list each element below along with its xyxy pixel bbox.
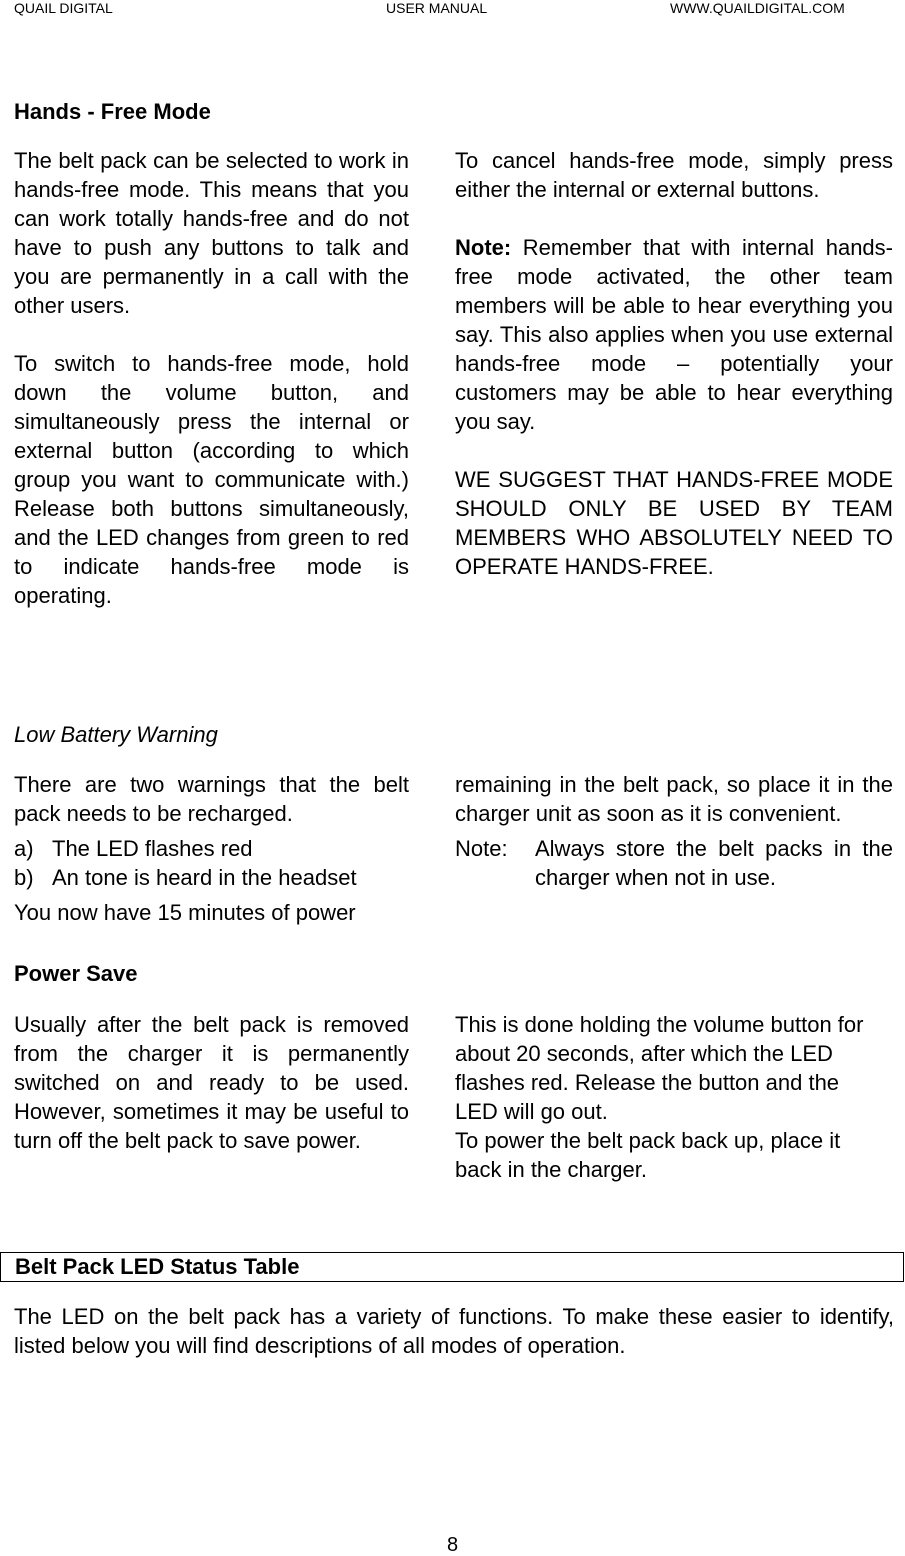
note-text: Remember that with internal hands-free mode activated, the other team members will be able to hear everything you say. This also applies when you use external hands-free mode – potentially your customers may be able to hear everything you say. [455,235,893,434]
list-text: An tone is heard in the headset [52,865,357,890]
power-save-restart: To power the belt pack back up, place it back in the charger. [455,1128,841,1182]
hands-free-right-column [455,146,893,581]
led-table-intro: The LED on the belt pack has a variety of functions. To make these easier to identify, listed below you will find descriptions of all modes of operation. [14,1304,894,1358]
low-battery-intro: There are two warnings that the belt pack needs to be recharged. [14,772,409,826]
low-battery-note [455,834,893,892]
hands-free-cancel-paragraph: To cancel hands-free mode, simply press either the internal or external buttons. [455,148,893,202]
low-battery-power-text: You now have 15 minutes of power [14,900,356,925]
header-doc-type: USER MANUAL [386,0,488,16]
power-save-title: Power Save [14,961,138,986]
low-battery-left-column [14,770,409,927]
header-company: QUAIL DIGITAL [14,0,113,16]
note-text: Always store the belt packs in the charger when not in use. [535,836,893,890]
list-marker: b) [14,865,34,890]
hands-free-paragraph-2: To switch to hands-free mode, hold down the volume button, and simultaneously press the internal or external button (according to which group you want to communicate with.) Release both buttons simultaneously, and the LED changes from green to red to indicate hands-free mode is operating. [14,351,409,608]
list-text: The LED flashes red [52,836,253,861]
page-number: 8 [446,1534,459,1556]
low-battery-title: Low Battery Warning [14,722,218,747]
page-header [0,0,905,22]
power-save-title-wrap [14,960,894,988]
led-table-title: Belt Pack LED Status Table [15,1254,300,1279]
list-item [14,834,409,863]
hands-free-section-title-wrap [14,98,894,126]
hands-free-warning-paragraph: WE SUGGEST THAT HANDS-FREE MODE SHOULD ONLY BE USED BY TEAM MEMBERS WHO ABSOLUTELY NEED TO OPERATE HANDS-FREE. [455,467,893,579]
hands-free-paragraph-1: The belt pack can be selected to work in hands-free mode. This means that you can work totally hands-free and do not have to push any buttons to talk and you are permanently in a call with the other users. [14,148,409,318]
low-battery-title-wrap [14,721,894,749]
hands-free-left-column [14,146,409,610]
list-item [14,863,409,892]
note-label: Note: [455,235,512,260]
power-save-instructions: This is done holding the volume button for about 20 seconds, after which the LED flashes red. Release the button and the LED will go out. [455,1012,864,1124]
power-save-right-column [455,1010,885,1184]
power-save-left-column [14,1010,409,1155]
led-table-title-box [0,1252,904,1282]
header-website: WWW.QUAILDIGITAL.COM [670,0,845,16]
hands-free-note-paragraph [455,233,893,436]
list-marker: a) [14,836,34,861]
low-battery-continued-text: remaining in the belt pack, so place it in the charger unit as soon as it is convenient. [455,772,893,826]
low-battery-right-column [455,770,893,892]
power-save-paragraph: Usually after the belt pack is removed from the charger it is permanently switched on and ready to be used. However, sometimes it may be useful to turn off the belt pack to save power. [14,1012,409,1153]
note-label: Note: [455,836,508,861]
hands-free-title: Hands - Free Mode [14,99,211,124]
